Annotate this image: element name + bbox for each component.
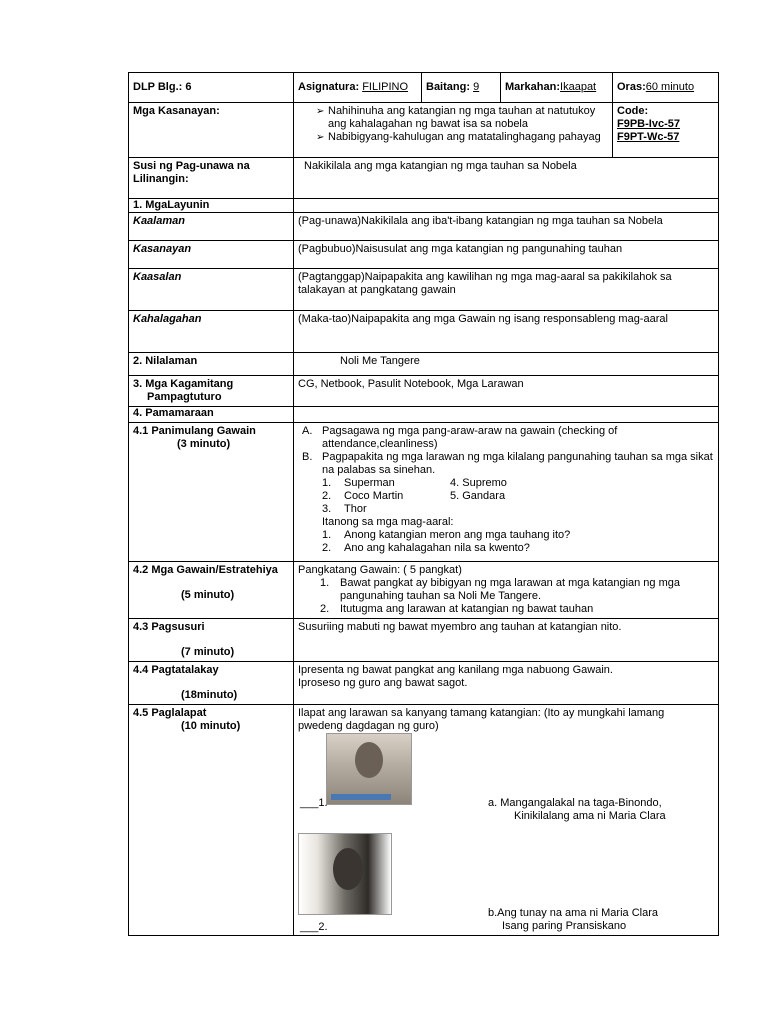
layunin-kasanayan-label: Kasanayan	[129, 241, 294, 269]
layunin-row-kaasalan	[129, 269, 719, 311]
paglalapat-instruction: Ilapat ang larawan sa kanyang tamang katangian: (Ito ay mungkahi lamang pwedeng dagdagan ng guro)	[298, 707, 665, 732]
pagtatalakay-line-1: Ipresenta ng bawat pangkat ang kanilang mga nabuong Gawain.	[298, 664, 613, 676]
panimulang-item-a: A. Pagsagawa ng mga pang-araw-araw na gawain (checking of attendance,cleanliness)	[302, 425, 618, 450]
gawain-content	[294, 562, 719, 619]
tanong-item: 1. Anong katangian meron ang mga tauhang ito?	[322, 529, 571, 541]
kagamitan-label-cell	[129, 376, 294, 407]
portrait-face-icon	[333, 848, 363, 890]
susi-row	[129, 158, 719, 199]
kasanayan-label: Mga Kasanayan:	[129, 103, 294, 158]
kasanayan-list	[298, 105, 608, 144]
baitang-label: Baitang:	[426, 81, 470, 93]
dlp-table	[128, 72, 719, 936]
layunin-kasanayan-value: (Pagbubuo)Naisusulat ang mga katangian ng pangunahing tauhan	[294, 241, 719, 269]
asignatura-label: Asignatura:	[298, 81, 360, 93]
arrow-bullet-icon: ➢	[316, 132, 325, 143]
pagtatalakay-line-2: Iproseso ng guro ang bawat sagot.	[298, 677, 468, 689]
paglalapat-content	[294, 705, 719, 936]
markahan-cell	[501, 73, 613, 103]
pagtatalakay-label-cell	[129, 662, 294, 705]
kagamitan-value: CG, Netbook, Pasulit Notebook, Mga Larawan	[294, 376, 719, 407]
paglalapat-label: 4.5 Paglalapat	[133, 707, 207, 719]
character-photo-2	[298, 833, 392, 915]
choice-b	[488, 907, 658, 933]
pagsusuri-label: 4.3 Pagsusuri	[133, 621, 205, 633]
oras-cell	[613, 73, 719, 103]
nilalaman-value: Noli Me Tangere	[294, 353, 719, 376]
choice-b-line-1: b.Ang tunay na ama ni Maria Clara	[488, 907, 658, 919]
arrow-bullet-icon: ➢	[316, 106, 325, 117]
paglalapat-time: (10 minuto)	[181, 720, 241, 732]
blank-1: ___1.	[300, 797, 328, 809]
markahan-value: Ikaapat	[560, 81, 597, 93]
pagtatalakay-time: (18minuto)	[181, 689, 238, 701]
pagsusuri-value: Susuriing mabuti ng bawat myembro ang tauhan at katangian nito.	[294, 619, 719, 662]
tanong-intro: Itanong sa mga mag-aaral:	[322, 516, 454, 528]
code-1: F9PB-Ivc-57	[617, 118, 680, 130]
portrait-face-icon	[355, 742, 383, 778]
pagtatalakay-label: 4.4 Pagtatalakay	[133, 664, 219, 676]
layunin-row-kahalagahan	[129, 311, 719, 353]
gawain-label: 4.2 Mga Gawain/Estratehiya	[133, 564, 278, 576]
kagamitan-row	[129, 376, 719, 407]
panimulang-label: 4.1 Panimulang Gawain	[133, 425, 256, 437]
markahan-label: Markahan:	[505, 81, 561, 93]
dlp-number: DLP Blg.: 6	[129, 73, 294, 103]
code-label: Code:	[617, 105, 649, 117]
kagamitan-label-1: 3. Mga Kagamitang	[133, 378, 234, 390]
blank-2: ___2.	[300, 921, 328, 933]
layunin-label: 1. MgaLayunin	[129, 199, 294, 213]
nilalaman-label: 2. Nilalaman	[129, 353, 294, 376]
panimulang-examples	[298, 477, 714, 555]
pagsusuri-time: (7 minuto)	[181, 646, 235, 658]
layunin-kaasalan-label: Kaasalan	[129, 269, 294, 311]
gawain-time: (5 minuto)	[181, 589, 235, 601]
panimulang-time: (3 minuto)	[177, 438, 231, 450]
photo-caption-strip	[331, 794, 391, 800]
susi-label: Susi ng Pag-unawa na Lilinangin:	[129, 158, 294, 199]
layunin-row-kasanayan	[129, 241, 719, 269]
choice-a	[488, 797, 666, 823]
tanong-item: 2. Ano ang kahalagahan nila sa kwento?	[322, 542, 530, 554]
layunin-kaalaman-value: (Pag-unawa)Nakikilala ang iba't-ibang katangian ng mga tauhan sa Nobela	[294, 213, 719, 241]
layunin-kaalaman-label: Kaalaman	[129, 213, 294, 241]
panimulang-label-cell	[129, 423, 294, 562]
paglalapat-label-cell	[129, 705, 294, 936]
kasanayan-item: ➢ Nahihinuha ang katangian ng mga tauhan at natutukoy ang kahalagahan ng bawat isa sa nobela	[316, 105, 596, 130]
oras-label: Oras:	[617, 81, 646, 93]
pamamaraan-empty	[294, 407, 719, 423]
susi-value: Nakikilala ang mga katangian ng mga tauhan sa Nobela	[294, 158, 719, 199]
kagamitan-label-2: Pampagtuturo	[147, 391, 222, 403]
layunin-kahalagahan-value: (Maka-tao)Naipapakita ang mga Gawain ng isang responsableng mag-aaral	[294, 311, 719, 353]
choice-a-line-2: Kinikilalang ama ni Maria Clara	[514, 810, 666, 822]
baitang-cell	[422, 73, 501, 103]
gawain-label-cell	[129, 562, 294, 619]
baitang-value: 9	[473, 81, 480, 93]
gawain-row	[129, 562, 719, 619]
example-row: 3. Thor	[322, 503, 367, 515]
kasanayan-item: ➢ Nabibigyang-kahulugan ang matatalinghagang pahayag	[316, 131, 601, 143]
asignatura-value: FILIPINO	[362, 81, 409, 93]
choice-a-line-1: a. Mangangalakal na taga-Binondo,	[488, 797, 662, 809]
example-row: 2. Coco Martin 5. Gandara	[322, 490, 506, 502]
code-cell	[613, 103, 719, 158]
layunin-header-empty	[294, 199, 719, 213]
code-2: F9PT-Wc-57	[617, 131, 680, 143]
paglalapat-row	[129, 705, 719, 936]
panimulang-item-b: B. Pagpapakita ng mga larawan ng mga kilalang pangunahing tauhan sa mga sikat na palabas sa sinehan.	[302, 451, 713, 476]
kasanayan-list-cell	[294, 103, 613, 158]
kasanayan-row	[129, 103, 719, 158]
asignatura-cell	[294, 73, 422, 103]
example-row: 1. Superman 4. Supremo	[322, 477, 507, 489]
nilalaman-row	[129, 353, 719, 376]
layunin-kahalagahan-label: Kahalagahan	[129, 311, 294, 353]
gawain-item: 2. Itutugma ang larawan at katangian ng bawat tauhan	[320, 603, 594, 615]
gawain-intro: Pangkatang Gawain: ( 5 pangkat)	[298, 564, 462, 576]
layunin-kaasalan-value: (Pagtanggap)Naipapakita ang kawilihan ng mga mag-aaral sa pakikilahok sa talakayan at pangkatang gawain	[294, 269, 719, 311]
choice-b-line-2: Isang paring Pransiskano	[502, 920, 627, 932]
pagsusuri-label-cell	[129, 619, 294, 662]
character-photo-1	[326, 733, 412, 805]
pagsusuri-row	[129, 619, 719, 662]
gawain-item: 1. Bawat pangkat ay bibigyan ng mga larawan at mga katangian ng mga pangunahing tauhan sa Noli Me Tangere.	[320, 577, 680, 602]
pagtatalakay-row	[129, 662, 719, 705]
pagtatalakay-content	[294, 662, 719, 705]
header-row	[129, 73, 719, 103]
pamamaraan-label: 4. Pamamaraan	[129, 407, 294, 423]
pamamaraan-row	[129, 407, 719, 423]
panimulang-content	[294, 423, 719, 562]
panimulang-row	[129, 423, 719, 562]
layunin-header-row	[129, 199, 719, 213]
layunin-row-kaalaman	[129, 213, 719, 241]
oras-value: 60 minuto	[645, 81, 695, 93]
